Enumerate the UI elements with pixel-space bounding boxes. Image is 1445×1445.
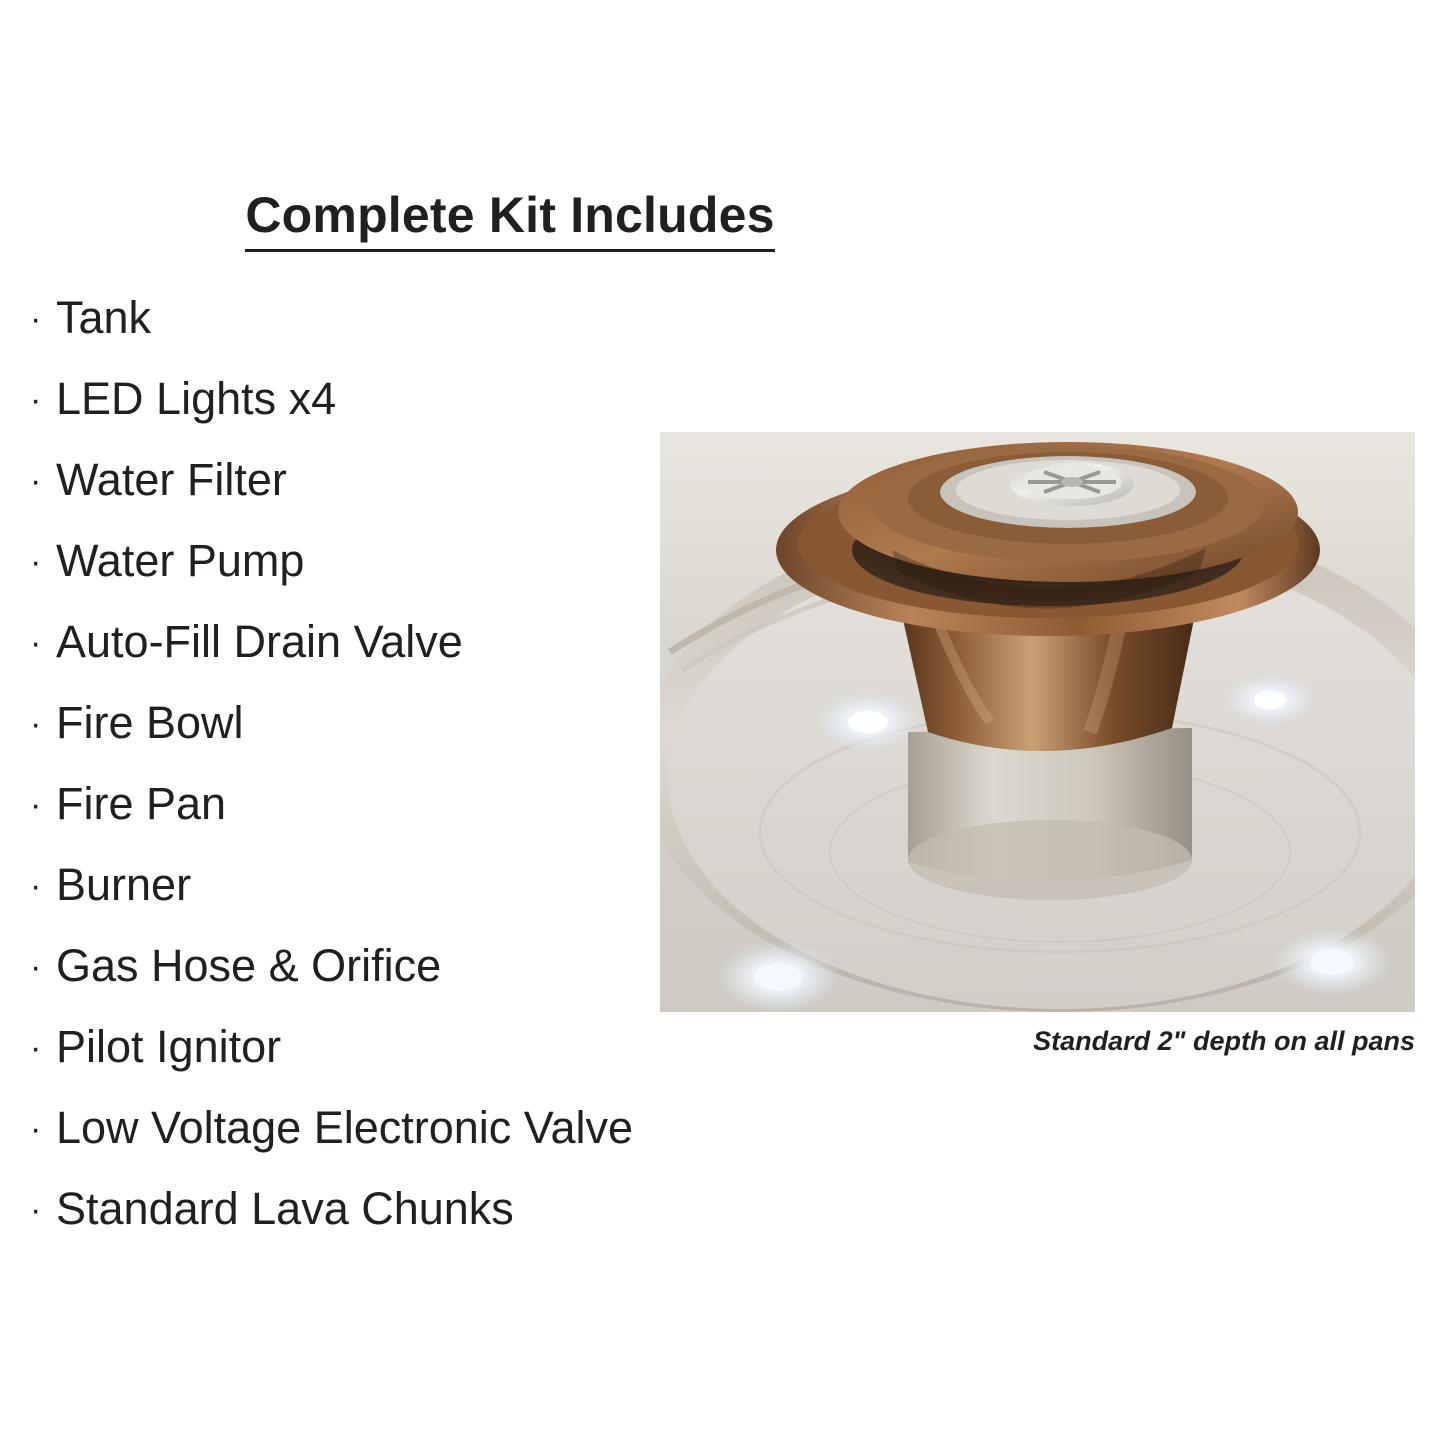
list-item	[30, 278, 810, 359]
bullet-icon: ·	[30, 462, 42, 500]
list-item-label: Fire Bowl	[56, 697, 244, 748]
led-light-icon	[716, 941, 840, 1012]
list-item-label: Tank	[56, 292, 152, 343]
bullet-icon: ·	[30, 543, 42, 581]
page-title-text: Complete Kit Includes	[245, 187, 774, 252]
led-light-icon	[1224, 674, 1316, 726]
product-photo	[660, 432, 1415, 1012]
list-item-label: Fire Pan	[56, 778, 227, 829]
photo-caption: Standard 2" depth on all pans	[1033, 1026, 1415, 1056]
list-item-label: Water Pump	[56, 535, 305, 586]
bullet-icon: ·	[30, 624, 42, 662]
bullet-icon: ·	[30, 300, 42, 338]
bullet-icon: ·	[30, 867, 42, 905]
fire-and-water-bowl-illustration	[660, 432, 1415, 1012]
bullet-icon: ·	[30, 705, 42, 743]
bullet-icon: ·	[30, 381, 42, 419]
bullet-icon: ·	[30, 948, 42, 986]
list-item-label: Pilot Ignitor	[56, 1021, 282, 1072]
bullet-icon: ·	[30, 1029, 42, 1067]
list-item-label: Standard Lava Chunks	[56, 1183, 514, 1234]
list-item-label: Gas Hose & Orifice	[56, 940, 442, 991]
list-item-label: Auto-Fill Drain Valve	[56, 616, 463, 667]
list-item	[30, 1169, 810, 1250]
bullet-icon: ·	[30, 1110, 42, 1148]
led-light-icon	[816, 692, 920, 752]
bullet-icon: ·	[30, 1191, 42, 1229]
bullet-icon: ·	[30, 786, 42, 824]
list-item	[30, 1088, 810, 1169]
list-item-label: Burner	[56, 859, 192, 910]
list-item-label: Water Filter	[56, 454, 287, 505]
list-item-label: LED Lights x4	[56, 373, 337, 424]
list-item-label: Low Voltage Electronic Valve	[56, 1102, 634, 1153]
led-light-icon	[1272, 928, 1392, 996]
list-item	[30, 359, 810, 440]
page-title	[0, 186, 1020, 244]
